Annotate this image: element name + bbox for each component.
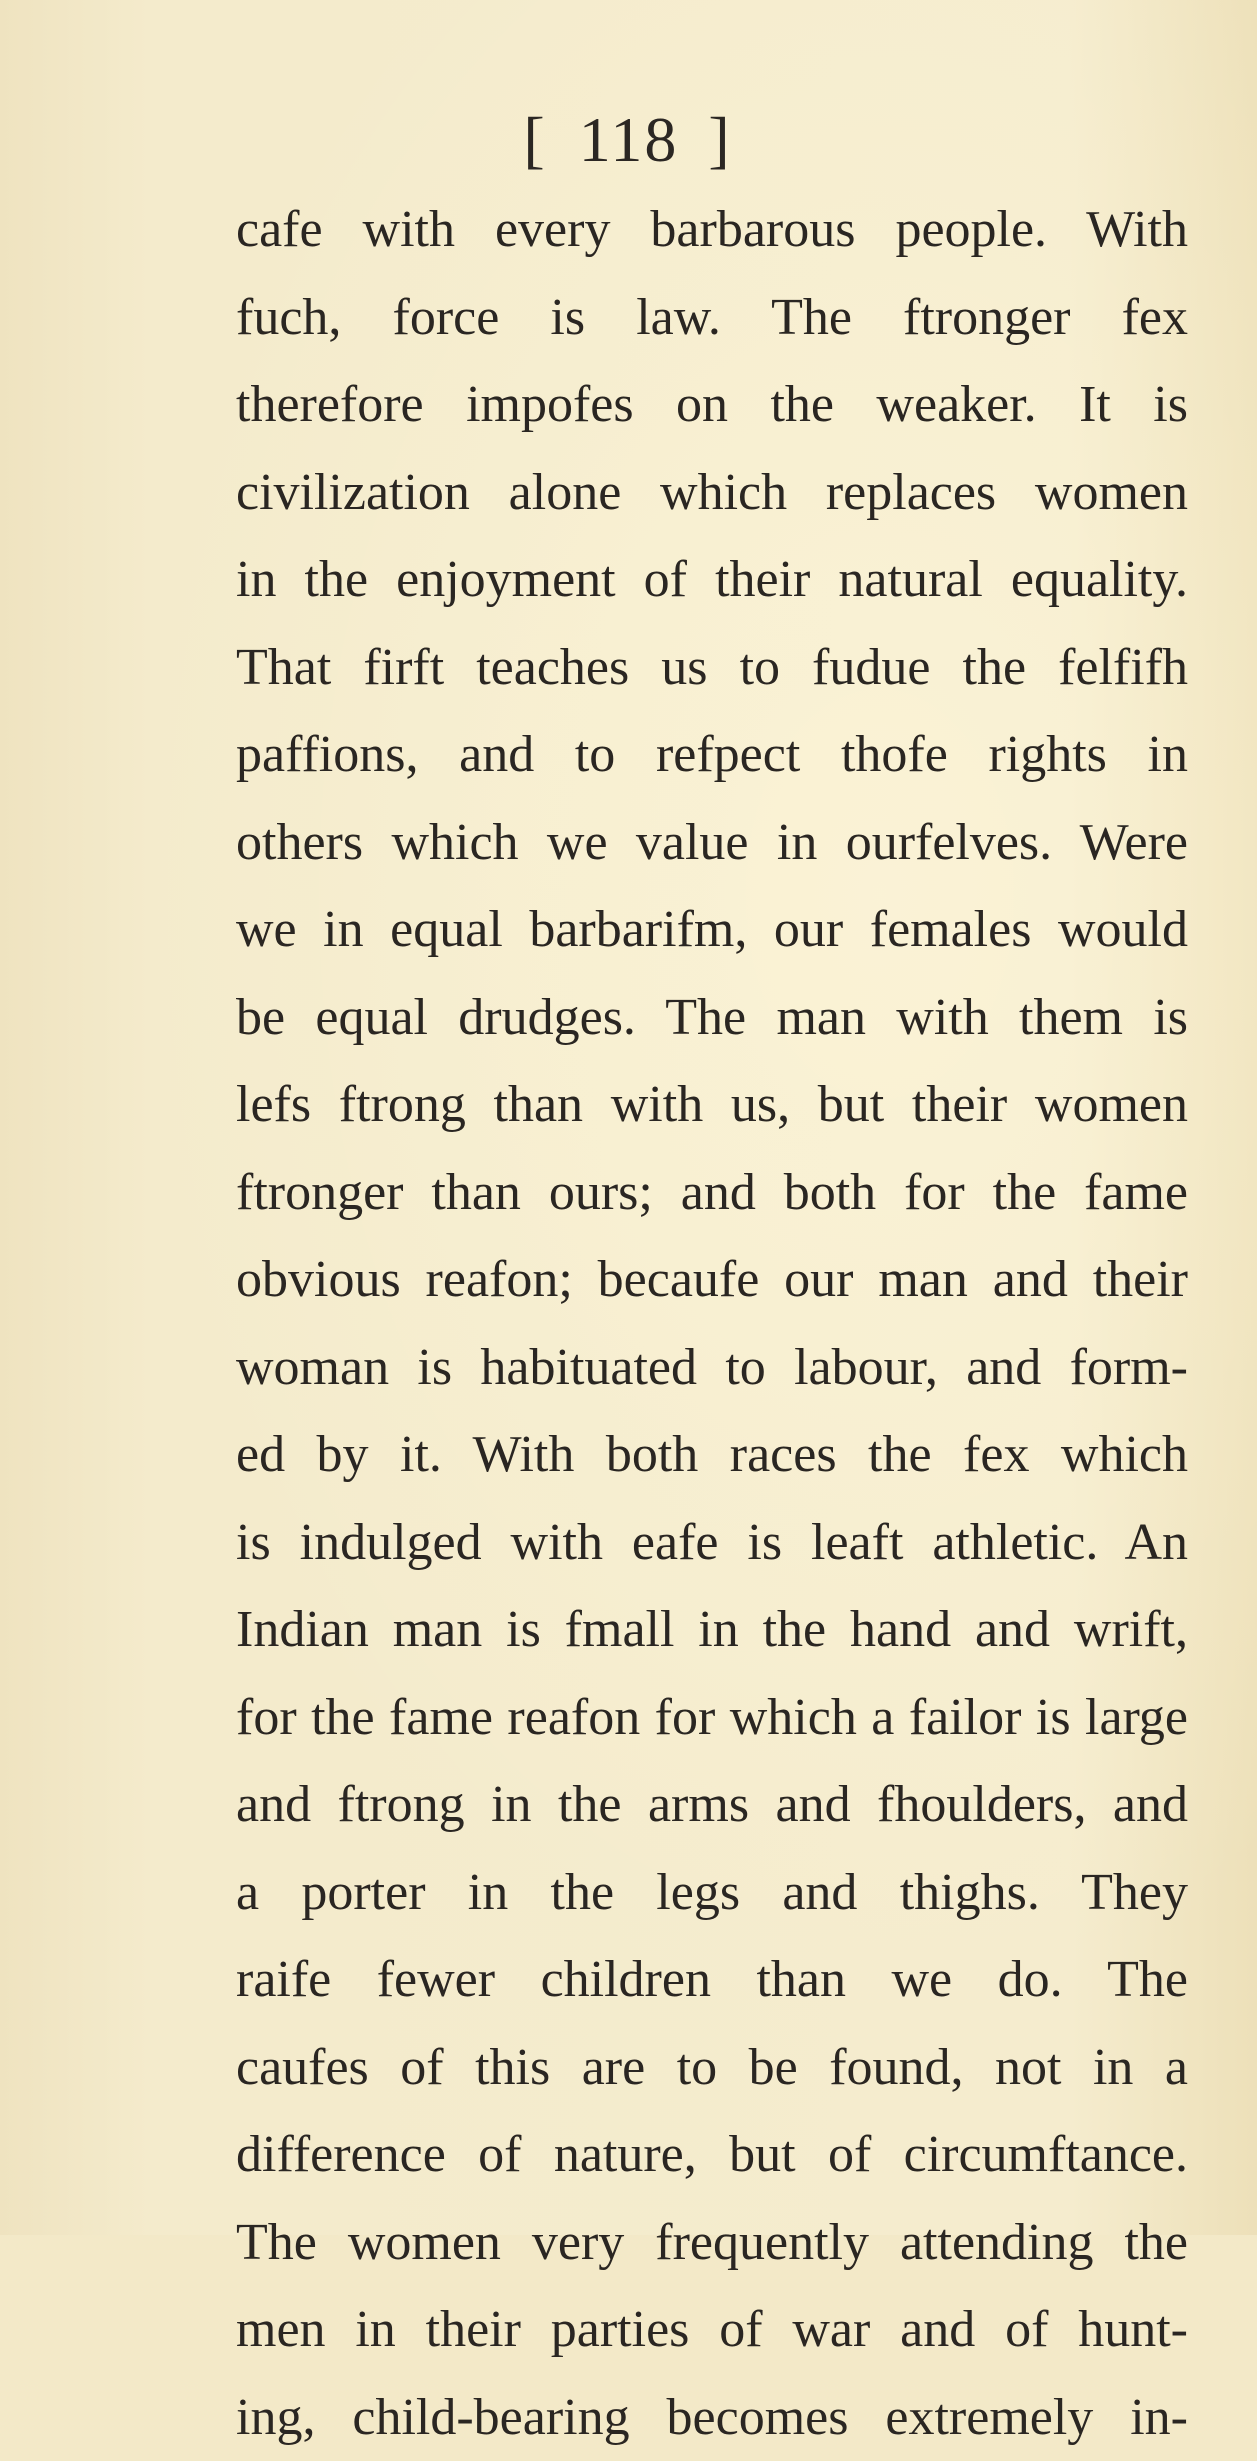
text-line: That firft teaches us to fudue the felfifh xyxy=(236,624,1188,712)
text-line: ftronger than ours; and both for the fame xyxy=(236,1149,1188,1237)
page-number: 118 xyxy=(579,108,679,172)
text-line: for the fame reafon for which a failor is large xyxy=(236,1674,1188,1762)
text-line: cafe with every barbarous people. With xyxy=(236,186,1188,274)
text-line: in the enjoyment of their natural equality. xyxy=(236,536,1188,624)
text-line: a porter in the legs and thighs. They xyxy=(236,1849,1188,1937)
text-line: men in their parties of war and of hunt- xyxy=(236,2286,1188,2374)
text-line: ing, child-bearing becomes extremely in- xyxy=(236,2374,1188,2461)
text-line: is indulged with eafe is leaft athletic. An xyxy=(236,1499,1188,1587)
text-line: woman is habituated to labour, and form- xyxy=(236,1324,1188,1412)
text-line: and ftrong in the arms and fhoulders, and xyxy=(236,1761,1188,1849)
text-line: Indian man is fmall in the hand and wrift, xyxy=(236,1586,1188,1674)
text-line: obvious reafon; becaufe our man and their xyxy=(236,1236,1188,1324)
body-text xyxy=(236,186,1188,2461)
text-line: lefs ftrong than with us, but their women xyxy=(236,1061,1188,1149)
bracket-left: [ xyxy=(523,108,548,172)
page-header xyxy=(0,108,1257,172)
text-line: The women very frequently attending the xyxy=(236,2199,1188,2287)
bracket-right: ] xyxy=(708,108,733,172)
text-line: be equal drudges. The man with them is xyxy=(236,974,1188,1062)
text-line: civilization alone which replaces women xyxy=(236,449,1188,537)
text-line: paffions, and to refpect thofe rights in xyxy=(236,711,1188,799)
text-line: fuch, force is law. The ftronger fex xyxy=(236,274,1188,362)
text-line: difference of nature, but of circumftance. xyxy=(236,2111,1188,2199)
text-line: ed by it. With both races the fex which xyxy=(236,1411,1188,1499)
text-line: therefore impofes on the weaker. It is xyxy=(236,361,1188,449)
text-line: caufes of this are to be found, not in a xyxy=(236,2024,1188,2112)
text-line: raife fewer children than we do. The xyxy=(236,1936,1188,2024)
text-line: others which we value in ourfelves. Were xyxy=(236,799,1188,887)
text-line: we in equal barbarifm, our females would xyxy=(236,886,1188,974)
